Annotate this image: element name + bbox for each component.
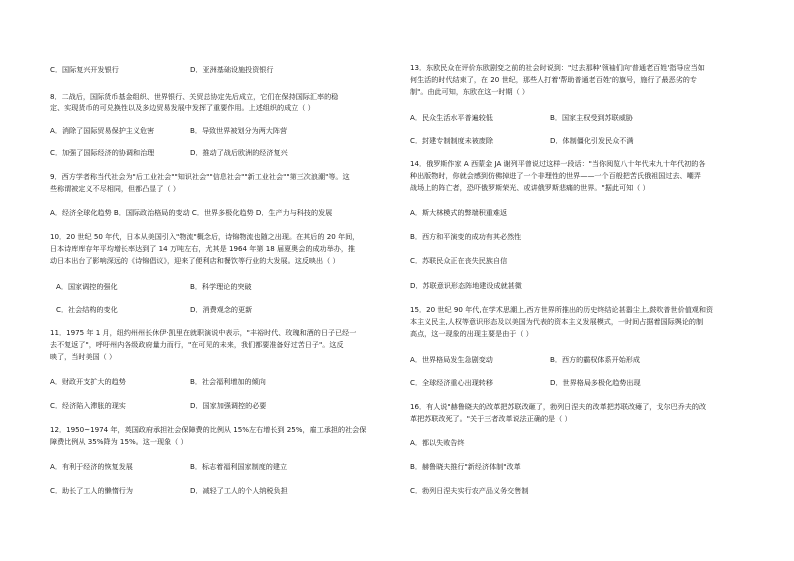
q11-stem-line: 11．1975 年 1 月，纽约州州长休伊·凯里在就职演说中表示，"丰裕时代、玫瑰和酒的日子已经一 [50,328,357,337]
q12-option-a[interactable]: A．有利于经济的恢复发展 [50,462,133,471]
q14-stem-line: 14．俄罗斯作家 A 西蒙金 JA 谢列平曾说过这样一段话："当你阅览八十年代末九十年代初的各 [410,159,706,168]
q11-option-a[interactable]: A．财政开支扩大的趋势 [50,377,126,386]
q8-option-a[interactable]: A．消除了国际贸易保护主义危害 [50,126,155,135]
q7-option-c[interactable]: C．国际复兴开发银行 [50,65,119,74]
q12-option-d[interactable]: D．减轻了工人的个人纳税负担 [190,486,288,495]
q10-option-a[interactable]: A．国家调控的强化 [56,282,118,291]
q10-stem-line: 动日本出台了影响深远的《诗锦倡议》，迎来了便利店和餐饮等行业的大发展。这反映出（ ） [50,256,340,265]
q11-stem-line: 映了，当时美国（ ） [50,352,117,361]
q15-stem-line: 15．20 世纪 90 年代,在学术思潮上,西方世界所推出的历史终结论甚嚣尘上,鼓吹普世价值观和资 [410,305,714,314]
q13-option-c[interactable]: C．封建专制制度未被废除 [410,136,493,145]
q10-option-c[interactable]: C．社会结构的变化 [56,305,118,314]
q8-option-b[interactable]: B．导致世界被划分为两大阵营 [190,126,288,135]
q13-option-d[interactable]: D．体制僵化引发民众不满 [550,136,634,145]
q13-stem-line: 制"。由此可知，东欧在这一时期（ ） [410,87,530,96]
q12-option-c[interactable]: C．助长了工人的懒惰行为 [50,486,133,495]
q16-option-c[interactable]: C．勃列日涅夫实行农产品义务交售制 [410,486,529,495]
q16-option-a[interactable]: A．都以失败告终 [410,438,465,447]
q13-stem-line: 何生活的时代结束了，在 20 世纪，那些人打着'帮助普通老百姓'的旗号，施行了最恶劣的专 [410,75,697,84]
q13-option-a[interactable]: A．民众生活水平普遍较低 [410,113,493,122]
q7-option-d[interactable]: D．亚洲基础设施投资银行 [190,65,274,74]
q10-option-b[interactable]: B．科学理论的突破 [190,282,252,291]
q15-stem-line: 高点，这一现象的出现主要是由于（ ） [410,329,533,338]
q12-stem-line: 12．1950~1974 年，英国政府承担社会保障费的比例从 15%左右增长到 25%，雇工承担的社会保 [50,425,367,434]
q14-option-c[interactable]: C．苏联民众正在丧失民族自信 [410,256,508,265]
q15-stem-line: 本主义民主,人权等意识形态及以美国为代表的资本主义发展模式，一时间占据着国际舆论的制 [410,317,704,326]
q13-stem-line: 13．东欧民众在评价东欧剧变之前的社会时说到："过去那种'领袖们向'普通老百姓'指导应当如 [410,63,705,72]
q10-option-d[interactable]: D．消费观念的更新 [190,305,253,314]
q16-stem-line: 革把苏联改死了。"关于三者改革说法正确的是（ ） [410,414,572,423]
q14-option-a[interactable]: A．斯大林模式的弊端积重难返 [410,208,508,217]
q8-option-c[interactable]: C．加强了国际经济的协调和治理 [50,148,155,157]
q15-option-a[interactable]: A．世界格局发生急剧变动 [410,355,493,364]
q16-stem-line: 16．有人说"赫鲁晓夫的改革把苏联改砸了，勃列日涅夫的改革把苏联改瘫了，戈尔巴乔夫的改 [410,402,707,411]
q15-option-b[interactable]: B．西方的霸权体系开始形成 [550,355,640,364]
q9-stem-line: 些称谓被定义不尽相同，但都凸显了（ ） [50,184,180,193]
q8-stem-line: 定、实现货币的可兑换性以及多边贸易发展中发挥了重要作用。上述组织的成立（ ） [50,103,315,112]
q14-stem-line: 种出版物时，你就会感到仿佛掉进了一个非理性的世界——一个百般把苦氏俄祖国过去、嘲弄 [410,171,701,180]
q13-option-b[interactable]: B．国家主权受到苏联威胁 [550,113,633,122]
q14-option-b[interactable]: B．西方和平演变的成功有其必然性 [410,232,522,241]
q12-stem-line: 障费比例从 35%降为 15%。这一现象（ ） [50,437,188,446]
q10-stem-line: 日本诗库库存年平均增长率达到了 14 万吨左右，尤其是 1964 年第 18 届夏奥会的成功举办，推 [50,244,356,253]
q15-option-d[interactable]: D．世界格局多极化趋势出现 [550,378,641,387]
q8-option-d[interactable]: D．推动了战后欧洲的经济复兴 [190,148,288,157]
q14-stem-line: 战场上的阵亡者，恐吓俄罗斯荣光、或讲俄罗斯悲痛的世界。"据此可知（ ） [410,183,650,192]
q11-option-c[interactable]: C．经济陷入滞胀的现实 [50,401,126,410]
q9-stem-line: 9．西方学者称当代社会为"后工业社会""知识社会""信息社会""新工业社会""第三次浪潮"等。这 [50,172,350,181]
q8-stem-line: 8．二战后，国际货币基金组织、世界银行、关贸总协定先后成立，它们在保持国际汇率的稳 [50,92,339,101]
q10-stem-line: 10．20 世纪 50 年代，日本从美国引入"物流"概念后，诗锦物流也随之出现。在其后的 20 年间， [50,232,360,241]
q15-option-c[interactable]: C．全球经济重心出现转移 [410,378,493,387]
q14-option-d[interactable]: D．苏联意识形态阵地建设成就甚微 [410,281,522,290]
q9-options[interactable]: A．经济全球化趋势 B．国际政治格局的变动 C．世界多极化趋势 D．生产力与科技的发展 [50,208,333,217]
q16-option-b[interactable]: B．赫鲁晓夫推行"新经济体制"改革 [410,462,521,471]
q11-option-d[interactable]: D．国家加强调控的必要 [190,401,267,410]
q11-stem-line: 去不复返了"，呼吁州内各级政府量力而行，"在可见的未来，我们都要准备好过苦日子"。这反 [50,340,344,349]
q11-option-b[interactable]: B．社会福利增加的倾向 [190,377,266,386]
q12-option-b[interactable]: B．标志着福利国家制度的建立 [190,462,288,471]
